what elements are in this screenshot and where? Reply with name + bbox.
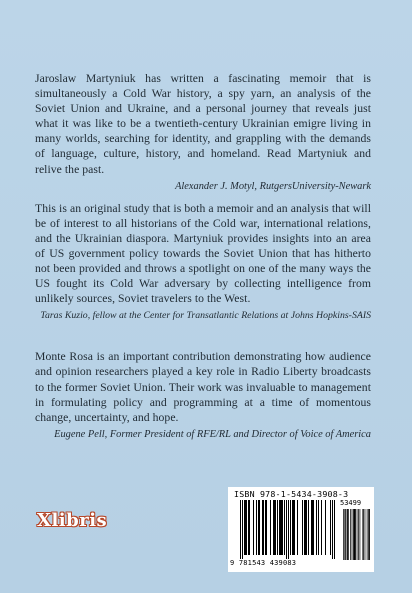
barcode-addon-bar: [355, 509, 356, 560]
barcode-bar: [274, 500, 275, 555]
blurb-text: This is an original study that is both a memoir and an analysis that will be of interest to all historians of the Cold war, international relations, and the Ukrainian diaspora. Martyniuk provides insights into an area of US government policy towards the Soviet Union that has hitherto not been provided and throws a spotlight on one of the many ways the US fought its Cold War adversary by collecting intelligence from unlikely sources, Soviet travelers to the West.: [35, 201, 371, 306]
barcode-bar: [245, 500, 246, 555]
barcode-bar: [316, 500, 317, 555]
barcode-bar: [258, 500, 259, 555]
barcode-addon-bar: [348, 509, 349, 560]
barcode-bar: [294, 500, 295, 555]
barcode-bar: [297, 500, 298, 555]
blurb-attribution: Eugene Pell, Former President of RFE/RL and Director of Voice of America: [54, 428, 371, 440]
barcode-bar: [248, 500, 249, 555]
barcode-bar: [240, 500, 241, 560]
barcode-bar: [288, 500, 289, 560]
barcode-bar: [318, 500, 319, 555]
barcode-bar: [280, 500, 281, 555]
barcode-addon-bar: [368, 509, 369, 560]
barcode-addon-bar: [358, 509, 359, 560]
barcode-bar: [275, 500, 276, 555]
barcode-addon-bar: [352, 509, 353, 560]
barcode-addon-bar: [347, 509, 348, 560]
blurb-motyl: [35, 71, 371, 194]
barcode-addon-bar: [345, 509, 346, 560]
barcode-addon-bar: [363, 509, 364, 560]
barcode-bar: [249, 500, 250, 555]
barcode-bar: [304, 500, 305, 555]
barcode-bar: [265, 500, 266, 555]
barcode-bar: [282, 500, 283, 555]
barcode-bar: [308, 500, 309, 555]
isbn-barcode: [228, 487, 374, 572]
barcode-addon-bar: [344, 509, 345, 560]
barcode-bar: [332, 500, 333, 560]
barcode-addon-bar: [354, 509, 355, 560]
barcode-bar: [305, 500, 306, 555]
barcode-bar: [266, 500, 267, 555]
barcode-addon-bar: [365, 509, 366, 560]
barcode-bar: [246, 500, 247, 555]
barcode-addon-bar: [343, 509, 344, 560]
isbn-label: ISBN 978-1-5434-3908-3: [234, 489, 349, 499]
barcode-bar: [281, 500, 282, 555]
barcode-bar: [262, 500, 263, 555]
barcode-bar: [293, 500, 294, 555]
barcode-addon-bar: [360, 509, 361, 560]
barcode-addon-bar: [355, 509, 356, 560]
barcode-bar: [311, 500, 312, 555]
blurb-text: Jaroslaw Martyniuk has written a fascinating memoir that is simultaneously a Cold War history, a spy yarn, an analysis of the Soviet Union and Ukraine, and a personal journey that reveals just what it was like to be a twentieth-century Ukrainian emigre living in many worlds, searching for identity, and grappling with the demands of language, culture, history, and homeland. Read Martyniuk and relive the past.: [35, 72, 371, 176]
barcode-bar: [277, 500, 278, 555]
barcode-bar: [263, 500, 264, 555]
barcode-bar: [279, 500, 280, 555]
blurb-pell: [35, 349, 371, 441]
barcode-bar: [312, 500, 313, 555]
barcode-addon-bar: [369, 509, 370, 560]
barcode-bar: [330, 500, 331, 555]
barcode-addon-bar: [357, 509, 358, 560]
barcode-bar: [244, 500, 245, 555]
blurb-attribution: Taras Kuzio, fellow at the Center for Transatlantic Relations at Johns Hopkins-SAIS: [40, 310, 371, 322]
barcode-addon-bar: [347, 509, 348, 560]
barcode-bar: [273, 500, 274, 555]
barcode-bar: [286, 500, 287, 560]
barcode-bar: [334, 500, 335, 560]
barcode-addon-bar: [350, 509, 351, 560]
barcode-bar: [270, 500, 271, 555]
barcode-bar: [306, 500, 307, 555]
barcode-bar: [253, 500, 254, 555]
barcode-bar: [284, 500, 285, 555]
barcode-main-digits: 9 781543 439083: [230, 559, 338, 567]
barcode-addon-digits: 53499: [340, 499, 362, 507]
barcode-bar: [290, 500, 291, 555]
publisher-logo: Xlibris: [37, 510, 108, 531]
blurb-attribution: Alexander J. Motyl, RutgersUniversity-Newark: [175, 180, 371, 192]
barcode-bar: [325, 500, 326, 555]
barcode-bar: [313, 500, 314, 555]
barcode-bar: [242, 500, 243, 560]
barcode-bar: [292, 500, 293, 555]
blurb-list: [35, 71, 371, 442]
barcode-bar: [259, 500, 260, 555]
blurb-kuzio: [35, 201, 371, 324]
blurb-text: Monte Rosa is an important contribution demonstrating how audience and opinion researchers played a key role in Radio Liberty broadcasts to the former Soviet Union. Their work was invaluable to management in formulating policy and programming at a time of momentous change, uncertainty, and hope.: [35, 350, 371, 424]
barcode-addon-bar: [367, 509, 368, 560]
barcode-bar: [302, 500, 303, 555]
barcode-bar: [256, 500, 257, 555]
barcode-bar: [321, 500, 322, 555]
barcode-addon-bar: [362, 509, 363, 560]
barcode-bars: [232, 500, 370, 562]
barcode-addon-bar: [353, 509, 354, 560]
